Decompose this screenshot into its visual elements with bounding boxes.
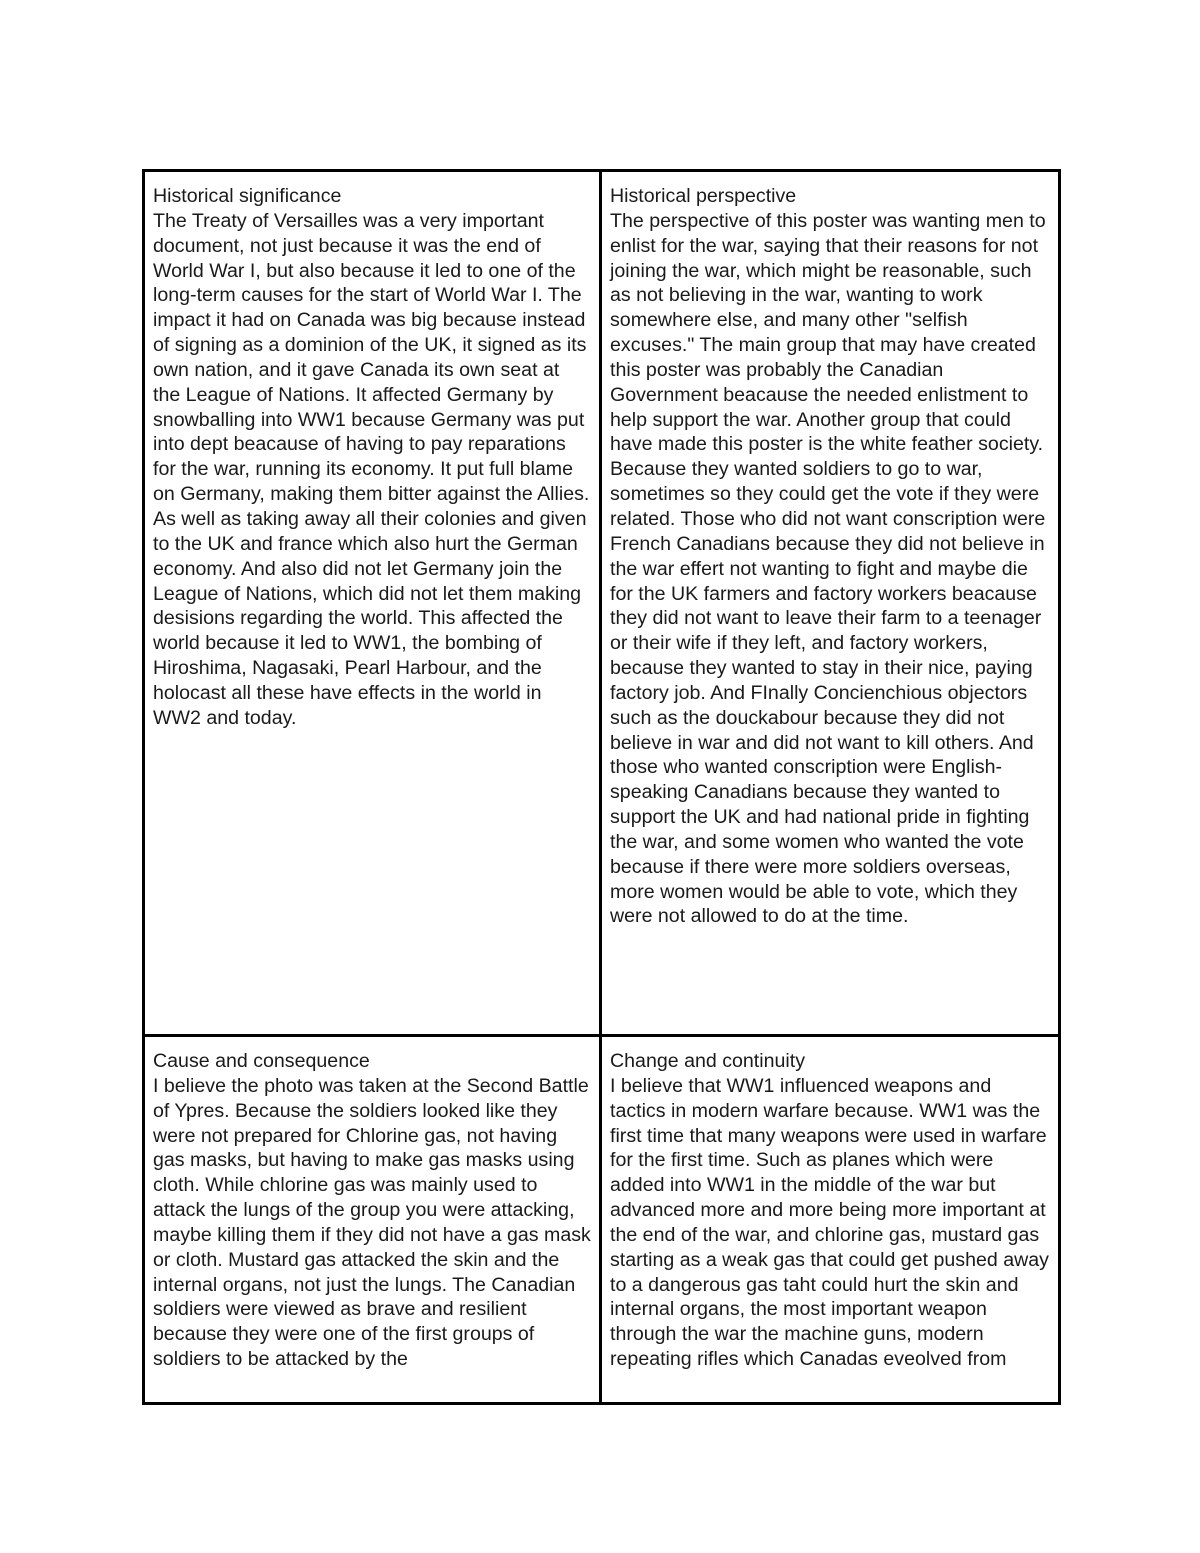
cell-change-and-continuity [602,1037,1058,1402]
cell-historical-significance [145,172,602,1037]
cell-body: I believe that WW1 influenced weapons and tactics in modern warfare because. WW1 was the first time that many weapons were used in warfare for the first time. Such as planes which were added into WW1 in the middle of the war but advanced more and more being more important at the end of the war, and chlorine gas, mustard gas starting as a weak gas that could get pushed away to a dangerous gas taht could hurt the skin and internal organs, the most important weapon through the war the machine guns, modern repeating rifles which Canadas eveolved from [610,1074,1049,1371]
document-table [142,169,1061,1405]
cell-cause-and-consequence [145,1037,602,1402]
cell-title: Historical significance [153,185,342,207]
cell-historical-perspective [602,172,1058,1037]
cell-title: Historical perspective [610,185,797,207]
cell-body: I believe the photo was taken at the Second Battle of Ypres. Because the soldiers looked like they were not prepared for Chlorine gas, not having gas masks, but having to make gas masks using cloth. While chlorine gas was mainly used to attack the lungs of the group you were attacking, maybe killing them if they did not have a gas mask or cloth. Mustard gas attacked the skin and the internal organs, not just the lungs. The Canadian soldiers were viewed as brave and resilient because they were one of the first groups of soldiers to be attacked by the [153,1074,591,1371]
cell-title: Change and continuity [610,1050,805,1072]
cell-body: The perspective of this poster was wanting men to enlist for the war, saying that their reasons for not joining the war, which might be reasonable, such as not believing in the war, wanting to work somewhere else, and many other "selfish excuses." The main group that may have created this poster was probably the Canadian Government beacause the needed enlistment to help support the war. Another group that could have made this poster is the white feather society. Because they wanted soldiers to go to war, sometimes so they could get the vote if they were related. Those who did not want conscription were French Canadians because they did not believe in the war effert not wanting to fight and maybe die for the UK farmers and factory workers beacause they did not want to leave their farm to a teenager or their wife if they left, and factory workers, because they wanted to stay in their nice, paying factory job. And FInally Concienchious objectors such as the douckabour because they did not believe in war and did not want to kill others. And those who wanted conscription were English-speaking Canadians because they wanted to support the UK and had national pride in fighting the war, and some women who wanted the vote because if there were more soldiers overseas, more women would be able to vote, which they were not allowed to do at the time. [610,209,1046,928]
cell-title: Cause and consequence [153,1050,370,1072]
cell-body: The Treaty of Versailles was a very important document, not just because it was the end of World War I, but also because it led to one of the long-term causes for the start of World War I. The impact it had on Canada was big because instead of signing as a dominion of the UK, it signed as its own nation, and it gave Canada its own seat at the League of Nations. It affected Germany by snowballing into WW1 because Germany was put into dept beacause of having to pay reparations for the war, running its economy. It put full blame on Germany, making them bitter against the Allies. As well as taking away all their colonies and given to the UK and france which also hurt the German economy. And also did not let Germany join the League of Nations, which did not let them making desisions regarding the world. This affected the world because it led to WW1, the bombing of Hiroshima, Nagasaki, Pearl Harbour, and the holocast all these have effects in the world in WW2 and today. [153,209,590,729]
